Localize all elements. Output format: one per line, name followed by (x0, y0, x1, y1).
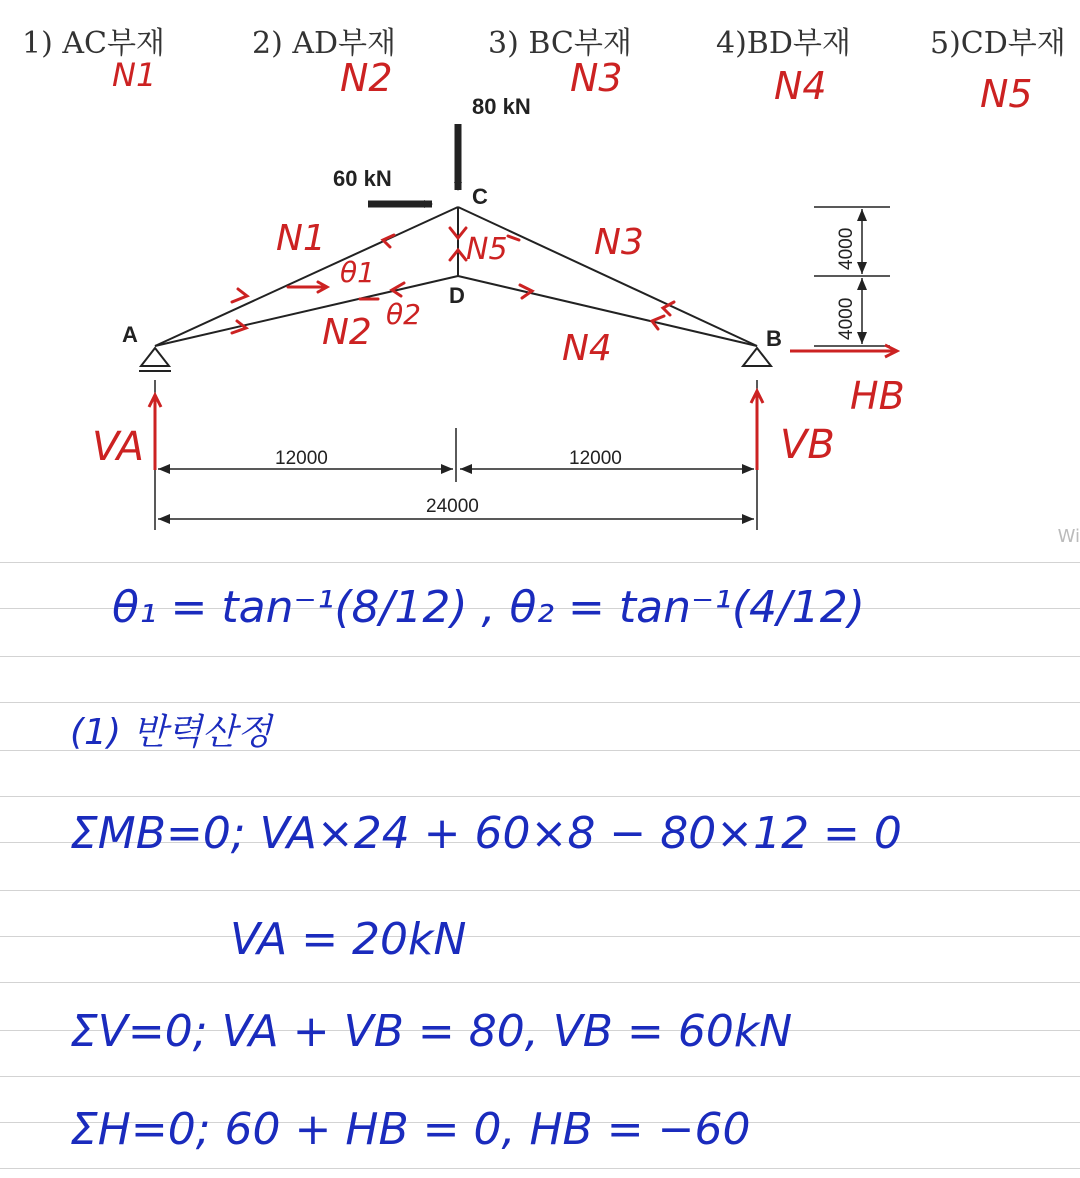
annotation-vb: VB (780, 422, 835, 468)
height-label-upper: 4000 (836, 227, 857, 270)
ruled-line (0, 982, 1080, 983)
member-label-ac: 1) AC부재 (22, 26, 165, 61)
annotation-theta2: θ2 (386, 298, 421, 331)
span-label-right: 12000 (569, 448, 622, 469)
node-label-c: C (472, 184, 488, 209)
node-label-b: B (766, 326, 782, 351)
ruled-line (0, 1168, 1080, 1169)
span-label-total: 24000 (426, 496, 479, 517)
annotation-n5: N5 (466, 232, 508, 267)
ruled-line (0, 936, 1080, 937)
member-force-n4: N4 (774, 64, 827, 108)
horizontal-load-label: 60 kN (333, 166, 392, 191)
ruled-line (0, 562, 1080, 563)
node-label-d: D (449, 283, 465, 308)
annotation-n3: N3 (594, 222, 644, 263)
equation-vertical: ΣV=0; VA + VB = 80, VB = 60kN (70, 1006, 793, 1057)
member-force-n5: N5 (980, 72, 1033, 116)
ruled-line (0, 890, 1080, 891)
member-label-cd: 5)CD부재 (930, 26, 1066, 61)
pin-support-a (139, 348, 171, 371)
annotation-n4: N4 (562, 328, 612, 369)
equation-horizontal: ΣH=0; 60 + HB = 0, HB = −60 (70, 1104, 751, 1155)
annotation-hb: HB (850, 374, 905, 418)
annotation-va: VA (92, 424, 145, 470)
equation-angles: θ₁ = tan⁻¹(8/12) , θ₂ = tan⁻¹(4/12) (112, 582, 865, 633)
equation-va-result: VA = 20kN (230, 914, 467, 965)
equation-moment: ΣMB=0; VA×24 + 60×8 − 80×12 = 0 (70, 808, 902, 859)
ruled-line (0, 1076, 1080, 1077)
ruled-line (0, 656, 1080, 657)
member-force-n2: N2 (340, 56, 393, 100)
ruled-line (0, 796, 1080, 797)
truss-diagram (0, 0, 1080, 560)
member-force-n3: N3 (570, 56, 623, 100)
vertical-load-label: 80 kN (472, 94, 531, 119)
equation-heading: (1) 반력산정 (70, 712, 272, 753)
member-label-bd: 4)BD부재 (716, 26, 851, 61)
annotation-n1: N1 (276, 218, 326, 259)
annotation-theta1: θ1 (340, 256, 375, 289)
span-label-left: 12000 (275, 448, 328, 469)
member-label-ad: 2) AD부재 (252, 26, 397, 61)
height-label-lower: 4000 (836, 297, 857, 340)
node-label-a: A (122, 322, 138, 347)
member-force-n1: N1 (112, 56, 157, 94)
member-label-bc: 3) BC부재 (488, 26, 632, 61)
corner-text: Wi (1057, 526, 1080, 547)
ruled-line (0, 702, 1080, 703)
annotation-n2: N2 (322, 312, 372, 353)
